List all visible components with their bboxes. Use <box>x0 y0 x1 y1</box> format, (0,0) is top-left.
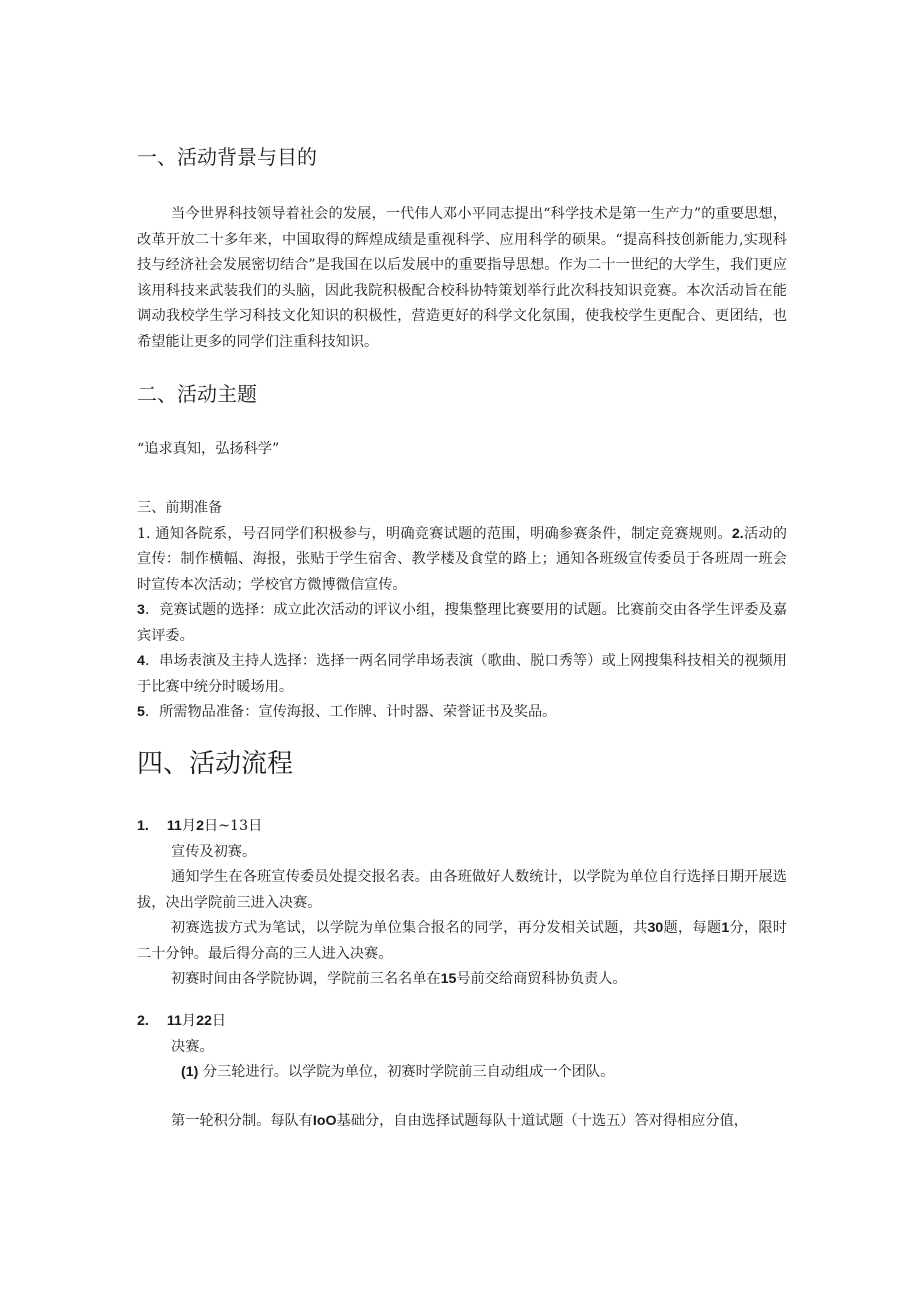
heading-text: 一、活动背景与目的 <box>137 145 317 169</box>
section-2-theme <box>137 437 787 463</box>
prep-item-2: 活动的宣传：制作横幅、海报，张贴于学生宿舍、教学楼及食堂的路上；通知各班级宣传委员于各班周一班会时宣传本次活动；学校官方微博微信宣传。 <box>137 525 787 593</box>
date-part: 11 <box>166 1013 182 1029</box>
prep-item-4 <box>137 649 787 700</box>
text-run: 初赛选拔方式为笔试，以学院为单位集合报名的同学，再分发相关试题，共 <box>171 920 648 936</box>
section-3-heading: 三、前期准备 <box>137 500 223 516</box>
section-3 <box>137 496 787 726</box>
prep-item-5-number: 5 <box>137 704 145 720</box>
step-1-paragraph-3 <box>137 967 787 993</box>
prep-item-4-text: ．串场表演及主持人选择：选择一两名同学串场表演（歌曲、脱口秀等）或上网搜集科技相关的视频用于比赛中统分时暖场用。 <box>137 653 787 695</box>
number: IoO <box>312 1113 337 1129</box>
prep-item-4-number: 4 <box>137 653 145 669</box>
theme-text: “追求真知，弘扬科学” <box>137 441 280 457</box>
step-2-title: 决赛。 <box>171 1038 214 1055</box>
text-run: 号前交给商贸科协负责人。 <box>456 971 627 987</box>
date-part: 11 <box>166 818 182 834</box>
paragraph-text: 当今世界科技领导着社会的发展，一代伟人邓小平同志提出“科学技术是第一生产力”的重要思想，改革开放二十多年来，中国取得的辉煌成绩是重视科学、应用科学的硕果。“提高科技创新能力,实现科技与经济社会发展密切结合”是我国在以后发展中的重要指导思想。作为二十一世纪的大学生，我们更应该用科技来武装我们的头脑，因此我院积极配合校科协特策划举行此次科技知识竞赛。本次活动旨在能调动我校学生学习科技文化知识的积极性，营造更好的科学文化氛围，使我校学生更配合、更团结，也希望能让更多的同学们注重科技知识。 <box>137 206 787 350</box>
step-1-date <box>137 814 787 840</box>
date-part: 月 <box>181 818 197 834</box>
date-part: 22 <box>196 1013 212 1029</box>
step-2-sub-1 <box>137 1060 787 1086</box>
number: 1 <box>721 920 730 936</box>
text-run: 第一轮积分制。每队有 <box>171 1113 313 1129</box>
step-number: 2. <box>137 1013 149 1029</box>
text-run: 初赛时间由各学院协调，学院前三名名单在 <box>171 971 441 987</box>
round-1-text <box>137 1109 787 1135</box>
prep-item-3-number: 3 <box>137 602 145 618</box>
prep-item-2-number: 2. <box>731 525 744 542</box>
section-4-heading <box>137 747 787 781</box>
prep-item-5 <box>137 700 787 726</box>
date-part: 日 <box>211 1013 227 1029</box>
date-part: 2 <box>196 818 204 834</box>
section-1-heading <box>137 143 787 171</box>
step-1-paragraph-2 <box>137 916 787 967</box>
text-run: 题，每题 <box>663 920 722 936</box>
prep-item-5-text: ．所需物品准备：宣传海报、工作牌、计时器、荣誉证书及奖品。 <box>144 704 557 720</box>
prep-item-1-2 <box>137 522 787 599</box>
step-1-paragraph-1: 通知学生在各班宣传委员处提交报名表。由各班做好人数统计，以学院为单位自行选择日期开展选拔，决出学院前三进入决赛。 <box>137 869 787 911</box>
text-run: 分，限时二十分钟。最后得分高的三人进入决赛。 <box>137 920 787 962</box>
prep-item-3 <box>137 598 787 649</box>
date-part: 日~13日 <box>203 818 263 834</box>
section-2-heading <box>137 380 787 408</box>
round-1-paragraph <box>137 1109 787 1135</box>
step-1 <box>137 814 787 993</box>
prep-item-3-text: ．竞赛试题的选择：成立此次活动的评议小组，搜集整理比赛要用的试题。比赛前交由各学生评委及嘉宾评委。 <box>137 602 787 644</box>
number: 30 <box>647 920 664 936</box>
step-2-date <box>137 1009 787 1035</box>
step-1-title: 宣传及初赛。 <box>171 843 257 860</box>
text-run: 分三轮进行。以学院为单位，初赛时学院前三自动组成一个团队。 <box>202 1064 615 1080</box>
step-2 <box>137 1009 787 1086</box>
date-part: 月 <box>181 1013 197 1029</box>
text-run: 基础分，自由选择试题每队十道试题（十选五）答对得相应分值， <box>336 1113 748 1129</box>
section-1-paragraph <box>137 202 787 355</box>
heading-text: 二、活动主题 <box>137 382 257 406</box>
prep-item-1: 1. 通知各院系，号召同学们积极参与，明确竞赛试题的范围，明确参赛条件，制定竞赛规则。 <box>137 525 732 542</box>
heading-text: 四、活动流程 <box>137 749 294 779</box>
number: 15 <box>440 971 457 987</box>
step-number: 1. <box>137 818 149 834</box>
sub-number: (1) <box>181 1064 199 1080</box>
